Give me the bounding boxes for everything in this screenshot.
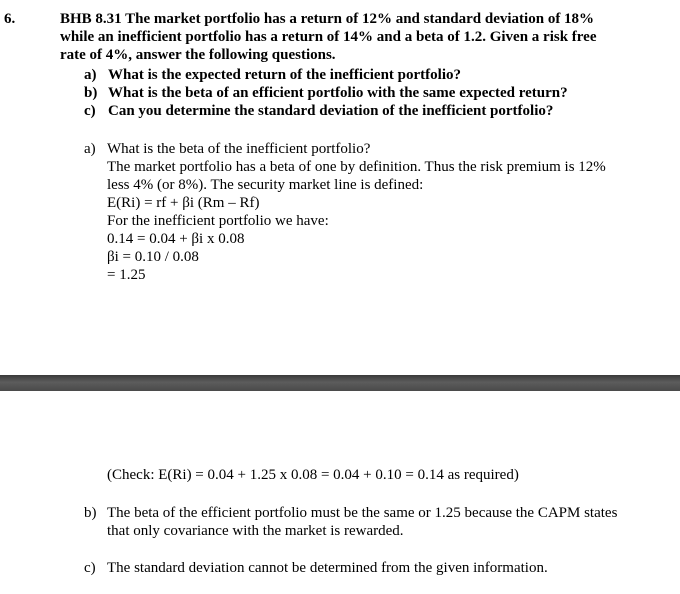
question-part-b-label: b) <box>84 85 98 101</box>
answer-c-text: The standard deviation cannot be determined from the given information. <box>107 560 548 576</box>
answer-a-label: a) <box>84 141 96 157</box>
question-part-a-text: What is the expected return of the inefficient portfolio? <box>108 67 461 83</box>
check-line: (Check: E(Ri) = 0.04 + 1.25 x 0.08 = 0.04 + 0.10 = 0.14 as required) <box>107 467 519 483</box>
page-divider <box>0 375 680 391</box>
answer-a-equation-2: βi = 0.10 / 0.08 <box>107 249 199 265</box>
question-text-line-1: BHB 8.31 The market portfolio has a return of 12% and standard deviation of 18% <box>60 11 595 27</box>
answer-a-formula: E(Ri) = rf + βi (Rm – Rf) <box>107 195 260 211</box>
answer-b-line-2: that only covariance with the market is rewarded. <box>107 523 404 539</box>
question-part-c-label: c) <box>84 103 96 119</box>
answer-b-label: b) <box>84 505 97 521</box>
answer-a-line-1: What is the beta of the inefficient portfolio? <box>107 141 371 157</box>
question-part-c-text: Can you determine the standard deviation of the inefficient portfolio? <box>108 103 554 119</box>
question-text-line-2: while an inefficient portfolio has a return of 14% and a beta of 1.2. Given a risk free <box>60 29 597 45</box>
question-number: 6. <box>4 11 16 27</box>
question-part-a-label: a) <box>84 67 97 83</box>
answer-a-line-3: less 4% (or 8%). The security market line is defined: <box>107 177 424 193</box>
question-text-line-3: rate of 4%, answer the following questions. <box>60 47 336 63</box>
answer-c-label: c) <box>84 560 96 576</box>
answer-a-result: = 1.25 <box>107 267 146 283</box>
answer-a-line-5: For the inefficient portfolio we have: <box>107 213 329 229</box>
answer-a-equation-1: 0.14 = 0.04 + βi x 0.08 <box>107 231 245 247</box>
answer-b-line-1: The beta of the efficient portfolio must be the same or 1.25 because the CAPM states <box>107 505 618 521</box>
question-part-b-text: What is the beta of an efficient portfolio with the same expected return? <box>108 85 568 101</box>
answer-a-line-2: The market portfolio has a beta of one by definition. Thus the risk premium is 12% <box>107 159 606 175</box>
